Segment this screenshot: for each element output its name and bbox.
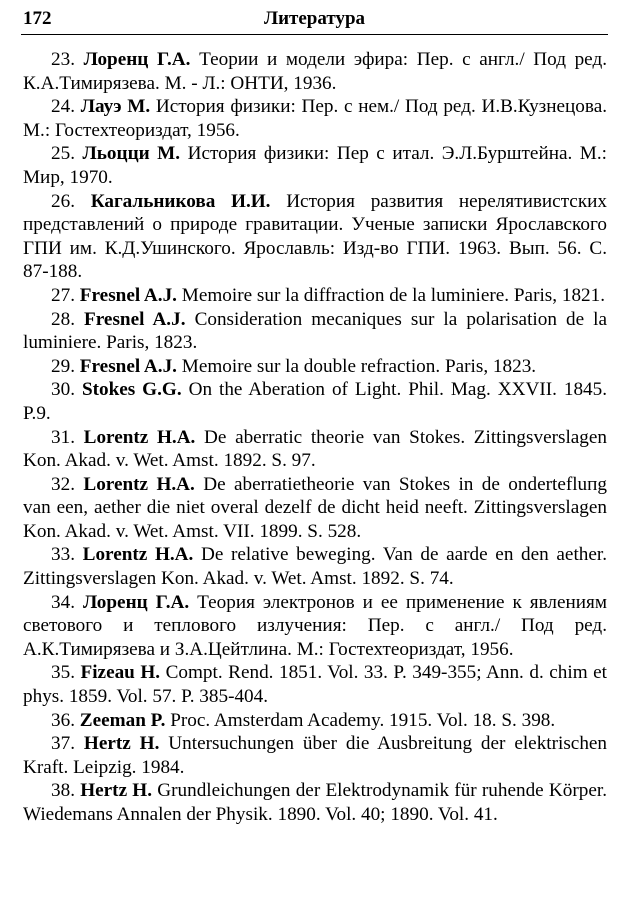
reference-text: Теория электронов и ее применение к явлениям светового и теплового излучения: Пер. с англ./ Под ред. А.К.Тимирязева и З.А.Цейтлина. М.: Гостехтеориздат, 1956. [23, 591, 608, 660]
reference-number: 34. [51, 591, 75, 613]
reference-text: Memoire sur la double refraction. Paris, 1823. [181, 355, 537, 377]
reference-item [23, 732, 607, 779]
reference-text: Consideration mecaniques sur la polarisation de la luminiere. Paris, 1823. [23, 308, 607, 354]
reference-number: 31. [51, 426, 75, 448]
reference-author: Fizeau H. [80, 662, 161, 684]
section-title: Литература [263, 8, 366, 29]
reference-item [23, 473, 607, 544]
reference-item [23, 661, 607, 708]
reference-text: Теории и модели эфира: Пер. с англ./ Под ред. К.А.Тимирязева. М. - Л.: ОНТИ, 1936. [23, 49, 608, 94]
reference-text: On the Aberation of Light. Phil. Mag. XXVII. 1845. P.9. [23, 379, 608, 424]
reference-author: Lorentz H.A. [83, 473, 195, 495]
reference-number: 29. [51, 355, 75, 377]
reference-text: Proc. Amsterdam Academy. 1915. Vol. 18. S. 398. [170, 709, 556, 731]
reference-item [23, 543, 607, 590]
reference-author: Льоцци М. [82, 143, 181, 165]
reference-item [23, 95, 607, 142]
reference-item [23, 355, 607, 379]
reference-item [23, 779, 607, 826]
reference-number: 25. [51, 143, 75, 165]
reference-number: 30. [51, 379, 75, 401]
reference-list [23, 48, 607, 827]
reference-author: Lorentz H.A. [83, 426, 196, 448]
reference-text: Memoire sur la diffraction de la luminiere. Paris, 1821. [181, 284, 606, 306]
reference-item [23, 308, 607, 355]
reference-author: Fresnel A.J. [84, 308, 186, 330]
reference-author: Lorentz H.A. [82, 544, 194, 566]
reference-item [23, 378, 607, 425]
reference-number: 24. [51, 96, 75, 118]
reference-author: Fresnel A.J. [79, 284, 177, 306]
reference-item [23, 190, 607, 284]
reference-author: Кагальникова И.И. [90, 190, 271, 212]
reference-text: De relative beweging. Van de aarde en den aether. Zittingsverslagen Kon. Akad. v. Wet. Amst. 1892. S. 74. [23, 544, 608, 590]
reference-item [23, 426, 607, 473]
reference-number: 36. [51, 709, 75, 731]
reference-author: Лоренц Г.А. [83, 49, 191, 70]
reference-author: Fresnel A.J. [79, 355, 177, 377]
reference-number: 26. [51, 190, 75, 212]
reference-text: История физики: Пер. с нем./ Под ред. И.В.Кузнецова. М.: Гостехтеориздат, 1956. [23, 96, 608, 141]
reference-item [23, 284, 607, 308]
reference-item [23, 142, 607, 189]
reference-text: De aberratic theorie van Stokes. Zittingsverslagen Kon. Akad. v. Wet. Amst. 1892. S. 97. [23, 426, 608, 472]
reference-author: Лауэ М. [80, 96, 151, 118]
reference-number: 32. [51, 473, 75, 495]
reference-author: Zeeman P. [79, 709, 166, 731]
reference-text: История физики: Пер с итал. Э.Л.Бурштейна. М.: Мир, 1970. [23, 143, 607, 188]
reference-author: Stokes G.G. [81, 379, 182, 401]
reference-author: Hertz H. [83, 733, 160, 755]
reference-number: 28. [51, 308, 75, 330]
reference-text: Grundleichungen der Elektrodynamik für ruhende Körper. Wiedemans Annalen der Physik. 1890. Vol. 40; 1890. Vol. 41. [23, 780, 608, 825]
page-number: 172 [23, 8, 52, 29]
reference-item [23, 48, 607, 95]
reference-number: 38. [51, 780, 75, 802]
reference-number: 27. [51, 284, 75, 306]
reference-number: 23. [51, 49, 75, 70]
reference-text: История развития нерелятивистских представлений о природе гравитации. Ученые записки Ярославского ГПИ им. К.Д.Ушинского. Ярославль: Изд-во ГПИ. 1963. Вып. 56. С. 87-188. [23, 190, 608, 283]
reference-text: Untersuchungen über die Ausbreitung der elektrischen Kraft. Leipzig. 1984. [23, 733, 608, 778]
reference-text: De aberratietheorie van Stokes in de ondertefluпg van een, aether die niet overal dezelf de dicht heid neeft. Zittingsverslagen Kon. Akad. v. Wet. Amst. VII. 1899. S. 528. [23, 473, 608, 542]
reference-item [23, 591, 607, 662]
reference-author: Лоренц Г.А. [82, 591, 190, 613]
reference-number: 33. [51, 544, 75, 566]
reference-item [23, 709, 607, 733]
reference-text: Compt. Rend. 1851. Vol. 33. P. 349-355; Ann. d. chim et phys. 1859. Vol. 57. P. 385-404. [23, 662, 607, 708]
reference-author: Hertz H. [80, 780, 153, 802]
running-header [21, 4, 608, 35]
reference-number: 35. [51, 662, 75, 684]
reference-number: 37. [51, 733, 75, 755]
